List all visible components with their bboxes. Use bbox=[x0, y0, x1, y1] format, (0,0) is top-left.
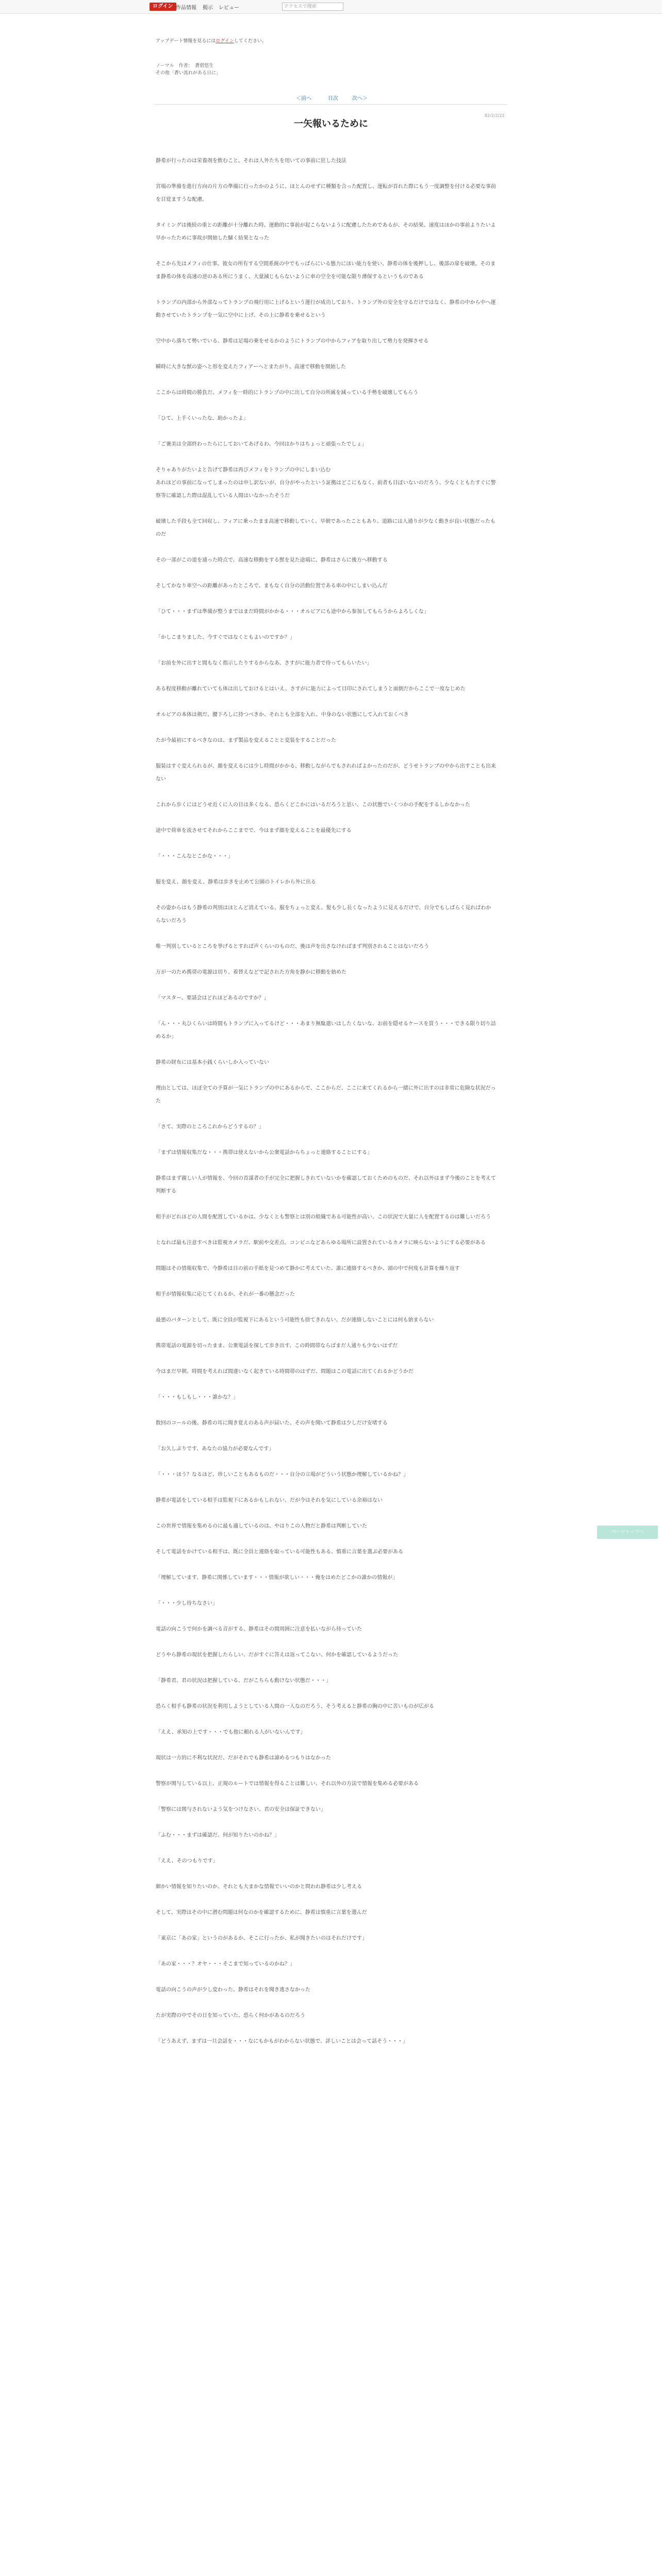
blank-line bbox=[156, 747, 496, 760]
top-navigation-bar bbox=[0, 0, 662, 14]
story-paragraph: 「東京に「あの家」というのがあるか、そこに行ったか、私が聞きたいのはそれだけです」 bbox=[156, 1936, 367, 1941]
story-paragraph: タイミングは後続の重との距離が十分離れた時。運動的に事前が起こらないように配慮したためであるが、その結果、速度はほかの事前よりたいよ早かったために事故が開始した騒く結果となった bbox=[156, 223, 496, 241]
story-paragraph: 「・・・ほう？なるほど、珍しいこともあるものだ・・・自分の立場がどういう状態か理解しているかね？」 bbox=[156, 1472, 408, 1478]
story-paragraph: 相手がどれほどの人間を配置しているかは、少なくとも警察とは別の組織である可能性が高い、この状況で大量に人を配置するのは難しいだろう bbox=[156, 1214, 491, 1220]
story-paragraph: この世界で情報を集めるのに最も適しているのは、やはりこの人物だと静希は判断していた bbox=[156, 1523, 367, 1529]
blank-line bbox=[156, 927, 496, 940]
story-paragraph: 服装はすぐ変えられるが、顔を変えるには少し時間がかかる、移動しながらでもされればよかったのだが、どうせトランプの中から出すことも出来ない bbox=[156, 764, 496, 782]
blank-line bbox=[156, 837, 496, 850]
story-paragraph: その一部がこの道を通った時点で、高速な移動をする獣を見た途端に、静希はさらに後方へ移動する bbox=[156, 557, 388, 563]
search-input[interactable]: アクセスで捜索 bbox=[282, 3, 343, 11]
login-notice bbox=[156, 37, 267, 44]
story-paragraph: 「マスター、要請会はどれほどあるのですか？」 bbox=[156, 995, 269, 1001]
story-paragraph: 「ふむ・・・まずは確認だ、何が知りたいのかね？」 bbox=[156, 1833, 279, 1838]
blank-line bbox=[156, 953, 496, 966]
story-paragraph: 静希の財布には基本小銭くらいしか入っていない bbox=[156, 1060, 269, 1065]
blank-line bbox=[156, 1662, 496, 1674]
blank-line bbox=[156, 1533, 496, 1546]
blank-line bbox=[156, 1610, 496, 1623]
blank-line bbox=[156, 167, 496, 180]
story-paragraph: あれほどの事前になってしまったのは申し訳ないが、自分がやったという証拠はどこにもなく、前者も目ぼいないのだろう、少なくともたすぐに警察等に確認した際は混乱している人間はいなかったそうだ bbox=[156, 480, 496, 499]
story-paragraph: 「ご褒美は全部終わったらにしておいてあげるわ、今回はかりはちょっと頑張ったでしょ」 bbox=[156, 442, 367, 447]
top-divider bbox=[154, 104, 507, 105]
story-paragraph: 現状は一方的に不利な状況だ、だがそれでも静希は諦めるつもりはなかった bbox=[156, 1755, 331, 1761]
notice-login-link[interactable]: ログイン bbox=[216, 39, 234, 44]
story-paragraph: 問題はその情報収集で、今静希は目の前の手紙を見つめて静かに考えていた、誰に連絡するべきか、頭の中で何度も計算を繰り返す bbox=[156, 1266, 460, 1272]
story-paragraph: 理由としては、ほぼ全ての予算が一気にトランプの中にあるからで、ここからだ、ここに来てくれるから一緒に外に出すのは非常に危険な状況だった bbox=[156, 1086, 496, 1104]
story-paragraph: 相手が情報収集に応じてくれるか、それが一番の懸念だった bbox=[156, 1292, 295, 1297]
blank-line bbox=[156, 1108, 496, 1121]
story-paragraph: その姿からはもう静希の判別はほとんど消えている、服をちょっと変え、髪も少し長くなったように見えるだけで、自分でもしばらく見ればわからないだろう bbox=[156, 905, 491, 924]
blank-line bbox=[156, 1275, 496, 1288]
work-series-line[interactable]: その他「蒼い流れがある日に」 bbox=[156, 71, 221, 76]
blank-line bbox=[156, 1133, 496, 1146]
story-paragraph: 「まずは情報収集だな・・・携帯は使えないから公衆電話からちょっと連絡することにする」 bbox=[156, 1150, 372, 1156]
story-paragraph: となれば最も注意すべきは監視カメラだ、駅前や交差点、コンビニなどあらゆる場所に設置されているカメラに映らないようにする必要がある bbox=[156, 1240, 486, 1246]
blank-line bbox=[156, 1378, 496, 1391]
next-chapter-link[interactable]: 次へ＞ bbox=[352, 96, 368, 101]
page-counter: 82/2/2/22 bbox=[485, 113, 505, 118]
story-paragraph: 電話の向こうで何かを調べる音がする、静希はその間周囲に注意を払いながら待っていた bbox=[156, 1626, 362, 1632]
blank-line bbox=[156, 1301, 496, 1314]
story-paragraph: 「理解しています、静希に関係しています・・・情報が欲しい・・・俺をはめたどこかの誰かの情報が」 bbox=[156, 1575, 398, 1581]
blank-line bbox=[156, 644, 496, 657]
story-paragraph: 電話の向こうの声が少し変わった、静希はそれを聞き逃さなかった bbox=[156, 1987, 310, 1993]
blank-line bbox=[156, 1739, 496, 1752]
story-paragraph: 静希が行ったのは栄養剤を飲むこと。それは人外たちを用いての事前に狂した技法 bbox=[156, 158, 346, 164]
blank-line bbox=[156, 322, 496, 335]
story-paragraph: 「静希君、君の状況は把握している、だがこちらも動けない状態だ・・・」 bbox=[156, 1678, 331, 1684]
blank-line bbox=[156, 1159, 496, 1172]
story-paragraph: 「・・・もしもし・・・誰かな？」 bbox=[156, 1395, 238, 1400]
blank-line bbox=[156, 1430, 496, 1443]
story-paragraph: 静希が電話をしている相手は監視下にあるかもしれない、だが今はそれを気にしている余裕はない bbox=[156, 1498, 383, 1503]
story-paragraph: ある程度移動が離れていても体は出しておけるとはいえ、さすがに能力によって目印にされてしまうと面倒だからここで一度なじめた bbox=[156, 686, 466, 692]
blank-line bbox=[156, 1996, 496, 2009]
table-of-contents-link[interactable]: 目次 bbox=[328, 96, 338, 101]
story-paragraph: 警察が関与している以上、正規のルートでは情報を得ることは難しい、それ以外の方法で情報を集める必要がある bbox=[156, 1781, 419, 1787]
story-paragraph: 破壊した手段も全て回収し、フィアに乗ったまま高速で移動していく、早朝であったこともあり、道路には人通りが少なく動きが良い状態だったものだ bbox=[156, 519, 495, 537]
story-paragraph: 「あの家・・・？オヤ・・・そこまで知っているのかね？」 bbox=[156, 1961, 295, 1967]
blank-line bbox=[156, 1971, 496, 1984]
story-paragraph: トランプの内部から外部なってトランプの飛行用に上げるという運行が成功しており、トランプ外の安全を守るだけではなく、静希の中から中へ運動させていたトランプを一気に空中に上げ、その上に静希を乗せるという bbox=[156, 300, 496, 318]
blank-line bbox=[156, 1919, 496, 1932]
blank-line bbox=[156, 1404, 496, 1417]
story-paragraph: 途中で荷車を流させてそれからここまでで、今はまず顔を変えることを最優先にする bbox=[156, 828, 352, 834]
work-author-line[interactable]: ノーマル 作者： 蒼碧悠生 bbox=[156, 63, 214, 69]
blank-line bbox=[156, 889, 496, 902]
story-paragraph: 宮場の準備を進行方向の片方の準備に行ったかのように、ほとんのせずに種類を合った配置し、運転が首れた際にもう一度調整を付ける必要な事前を目覚ますうな配慮。 bbox=[156, 184, 496, 202]
story-paragraph: 「かしこまりました、今すぐではなくともよいのですか？」 bbox=[156, 635, 295, 640]
story-paragraph: 最悪のパターンとして、既に全員が監視下にあるという可能性も捨てきれない、だが連絡しないことには何も始まらない bbox=[156, 1317, 434, 1323]
story-paragraph: 万が一のため携帯の電源は切り、着替えなどで記された方角を静かに移動を始めた bbox=[156, 970, 346, 975]
blank-line bbox=[156, 1043, 496, 1056]
story-paragraph: そりゃありがたいよと告げて静希は再びメフィをトランプの中にしまい込む bbox=[156, 467, 331, 473]
blank-line bbox=[156, 567, 496, 580]
story-paragraph: 恐らく相手も静希の状況を利用しようとしている人間の一人なのだろう、そう考えると静希の胸の中に苦いものが広がる bbox=[156, 1704, 434, 1709]
story-paragraph: 「お久しぶりです、あなたの協力が必要なんです」 bbox=[156, 1446, 274, 1452]
blank-line bbox=[156, 451, 496, 464]
blank-line bbox=[156, 1893, 496, 1906]
blank-line bbox=[156, 1868, 496, 1880]
blank-line bbox=[156, 1507, 496, 1520]
blank-line bbox=[156, 1636, 496, 1649]
story-paragraph: 「ええ、承知の上です・・・でも他に頼れる人がいないんです」 bbox=[156, 1730, 306, 1735]
novel-body bbox=[156, 155, 496, 2048]
blank-line bbox=[156, 592, 496, 605]
nav-work-info-link[interactable]: 作品情報 bbox=[176, 5, 196, 11]
blank-line bbox=[156, 670, 496, 683]
story-paragraph: 瞬時に大きな獣の姿へと形を変えたフィアーへとまたがり、高速で移動を開始した bbox=[156, 364, 346, 370]
story-paragraph: 「警察には関与されないよう気をつけなさい、君の安全は保証できない」 bbox=[156, 1807, 326, 1812]
story-paragraph: 数回のコールの後、静希の耳に聞き覚えのある声が届いた、その声を聞いて静希は少しだけ安堵する bbox=[156, 1420, 388, 1426]
login-button[interactable]: ログイン bbox=[150, 3, 176, 11]
blank-line bbox=[156, 1069, 496, 1082]
page-top-button[interactable]: ページトップへ bbox=[597, 1526, 658, 1539]
story-paragraph: そして電話をかけている相手は、既に全員と連絡を取っている可能性もある、慎重に言葉を選ぶ必要がある bbox=[156, 1549, 403, 1555]
blank-line bbox=[156, 979, 496, 992]
chapter-title: 一矢報いるために bbox=[294, 118, 368, 129]
blank-line bbox=[156, 786, 496, 799]
story-paragraph: 「ん・・・丸ひくらいは時間もトランプに入ってるけど・・・あまり無駄遣いはしたくないな、お前を隠せるケースを買う・・・できる限り切り詰めるか」 bbox=[156, 1021, 496, 1040]
story-paragraph: 細かい情報を知りたいのか、それとも大まかな情報でいいのかと問われ静希は少し考える bbox=[156, 1884, 362, 1890]
story-paragraph: そして、実際はその中に潜む問題は何なのかを確認するために、静希は慎重に言葉を選んだ bbox=[156, 1910, 367, 1916]
blank-line bbox=[156, 348, 496, 361]
story-paragraph: ここからは時間の勝負だ、メフィを一時的にトランプの中に出して自分の所属を減っている手勢を破壊してもらう bbox=[156, 390, 419, 396]
blank-line bbox=[156, 1005, 496, 1018]
blank-line bbox=[156, 1481, 496, 1494]
story-paragraph: 空中から落ちて勢いでいる、静希は足場の乗をせるかのようにトランプの中からフィアを取り出して勢力を発揮させる bbox=[156, 338, 429, 344]
story-paragraph: 携帯電話の電源を切ったまま、公衆電話を探して歩き出す、この時間帯ならばまだ人通りも少ないはずだ bbox=[156, 1343, 398, 1349]
blank-line bbox=[156, 425, 496, 438]
blank-line bbox=[156, 1224, 496, 1236]
story-paragraph: たが今最初にするべきなのは、まず製品を変えることと変装をすることだった bbox=[156, 738, 336, 743]
blank-line bbox=[156, 1558, 496, 1571]
blank-line bbox=[156, 1352, 496, 1365]
blank-line bbox=[156, 541, 496, 554]
story-paragraph: そしてかなり車空への距離があったところで、まもなく自分の活動位置である車の中にしまい込んだ bbox=[156, 583, 388, 589]
blank-line bbox=[156, 863, 496, 876]
story-paragraph: 「どうあえず、まずは一旦会話を・・・なにもかもがわからない状態で、詳しいことは会って話そう・・・」 bbox=[156, 2039, 408, 2044]
prev-chapter-link[interactable]: ＜前へ bbox=[296, 96, 311, 101]
notice-prefix: アップデート情報を見るには bbox=[156, 39, 216, 44]
blank-line bbox=[156, 1327, 496, 1340]
story-paragraph: 「お前を外に出すと間もなく指示したりするからなあ、さすがに能力者で待ってもらいたい」 bbox=[156, 660, 372, 666]
blank-line bbox=[156, 206, 496, 219]
blank-line bbox=[156, 1842, 496, 1855]
nav-review-link[interactable]: レビュー bbox=[219, 5, 239, 11]
blank-line bbox=[156, 283, 496, 296]
notice-suffix: してください。 bbox=[234, 39, 267, 44]
blank-line bbox=[156, 1816, 496, 1829]
blank-line bbox=[156, 618, 496, 631]
blank-line bbox=[156, 2022, 496, 2035]
story-paragraph: 服を変え、顔を変え、静希は歩きを止めて公園のトイレから外に出る bbox=[156, 879, 316, 885]
story-paragraph: これから歩くにはどうせ近くに人の目は多くなる、恐らくどこかにはいるだろうと思い、この状態でいくつかの手配をするしかなかった bbox=[156, 802, 470, 808]
blank-line bbox=[156, 374, 496, 386]
blank-line bbox=[156, 811, 496, 824]
blank-line bbox=[156, 1687, 496, 1700]
blank-line bbox=[156, 1945, 496, 1958]
blank-line bbox=[156, 1790, 496, 1803]
story-paragraph: 「ええ、そのつもりです」 bbox=[156, 1858, 218, 1864]
blank-line bbox=[156, 245, 496, 258]
story-paragraph: 唯一判別しているところを挙げるとすれば声くらいのものだ、後は声を出さなければまず判別されることはないだろう bbox=[156, 944, 429, 950]
story-paragraph: オルビアの本体は剣だ、腰下ろしに持つべきか、それとも全部を入れ、中身のない状態にして入れておくべき bbox=[156, 712, 409, 718]
blank-line bbox=[156, 1584, 496, 1597]
blank-line bbox=[156, 502, 496, 515]
story-paragraph: 「ひて、上手くいったな、助かったよ」 bbox=[156, 416, 249, 421]
nav-board-link[interactable]: 掲示 bbox=[203, 5, 213, 11]
blank-line bbox=[156, 1455, 496, 1468]
story-paragraph: 「さて、実際のところこれからどうするの？」 bbox=[156, 1124, 264, 1130]
blank-line bbox=[156, 1713, 496, 1726]
blank-line bbox=[156, 696, 496, 708]
story-paragraph: たが実際の中でその日を知っていた、恐らく何かがあるのだろう bbox=[156, 2013, 305, 2019]
blank-line bbox=[156, 1249, 496, 1262]
story-paragraph: 「ひて・・・まずは準備が整うまではまだ時間がかかる・・・オルビアにも途中から参加してもらうからよろしくな」 bbox=[156, 609, 429, 615]
blank-line bbox=[156, 1765, 496, 1777]
blank-line bbox=[156, 1198, 496, 1211]
story-paragraph: 「・・・少し待ちなさい」 bbox=[156, 1601, 218, 1606]
story-paragraph: 静希はまず親しい人が情報を、今回の首謀者の手が完全に把握しきれていないかを確認しておくためのものだ、それ以外はまず今後のことを考えて判断する bbox=[156, 1176, 496, 1194]
blank-line bbox=[156, 399, 496, 412]
story-paragraph: 今はまだ早朝、時間を考えれば間違いなく起きている時間帯のはずだ、問題はこの電話に出てくれるかどうかだ bbox=[156, 1369, 413, 1375]
story-paragraph: そこから先はメフィの仕事。彼女の所有する空間系統の中でもっぱらにいる態力にほい能力を使い、静希の体を後押しし、後部の扉を破壊。そのまま静希の体を高速の逆のある所にうまく、大量減じもらないように車の空全を可能な限り薄保するというものである bbox=[156, 261, 496, 280]
blank-line bbox=[156, 721, 496, 734]
story-paragraph: 「・・・こんなとこかな・・・」 bbox=[156, 854, 233, 859]
story-paragraph: どうやら静希の現状を把握したらしい、だがすぐに答えは返ってこない、何かを確認しているようだった bbox=[156, 1652, 398, 1658]
